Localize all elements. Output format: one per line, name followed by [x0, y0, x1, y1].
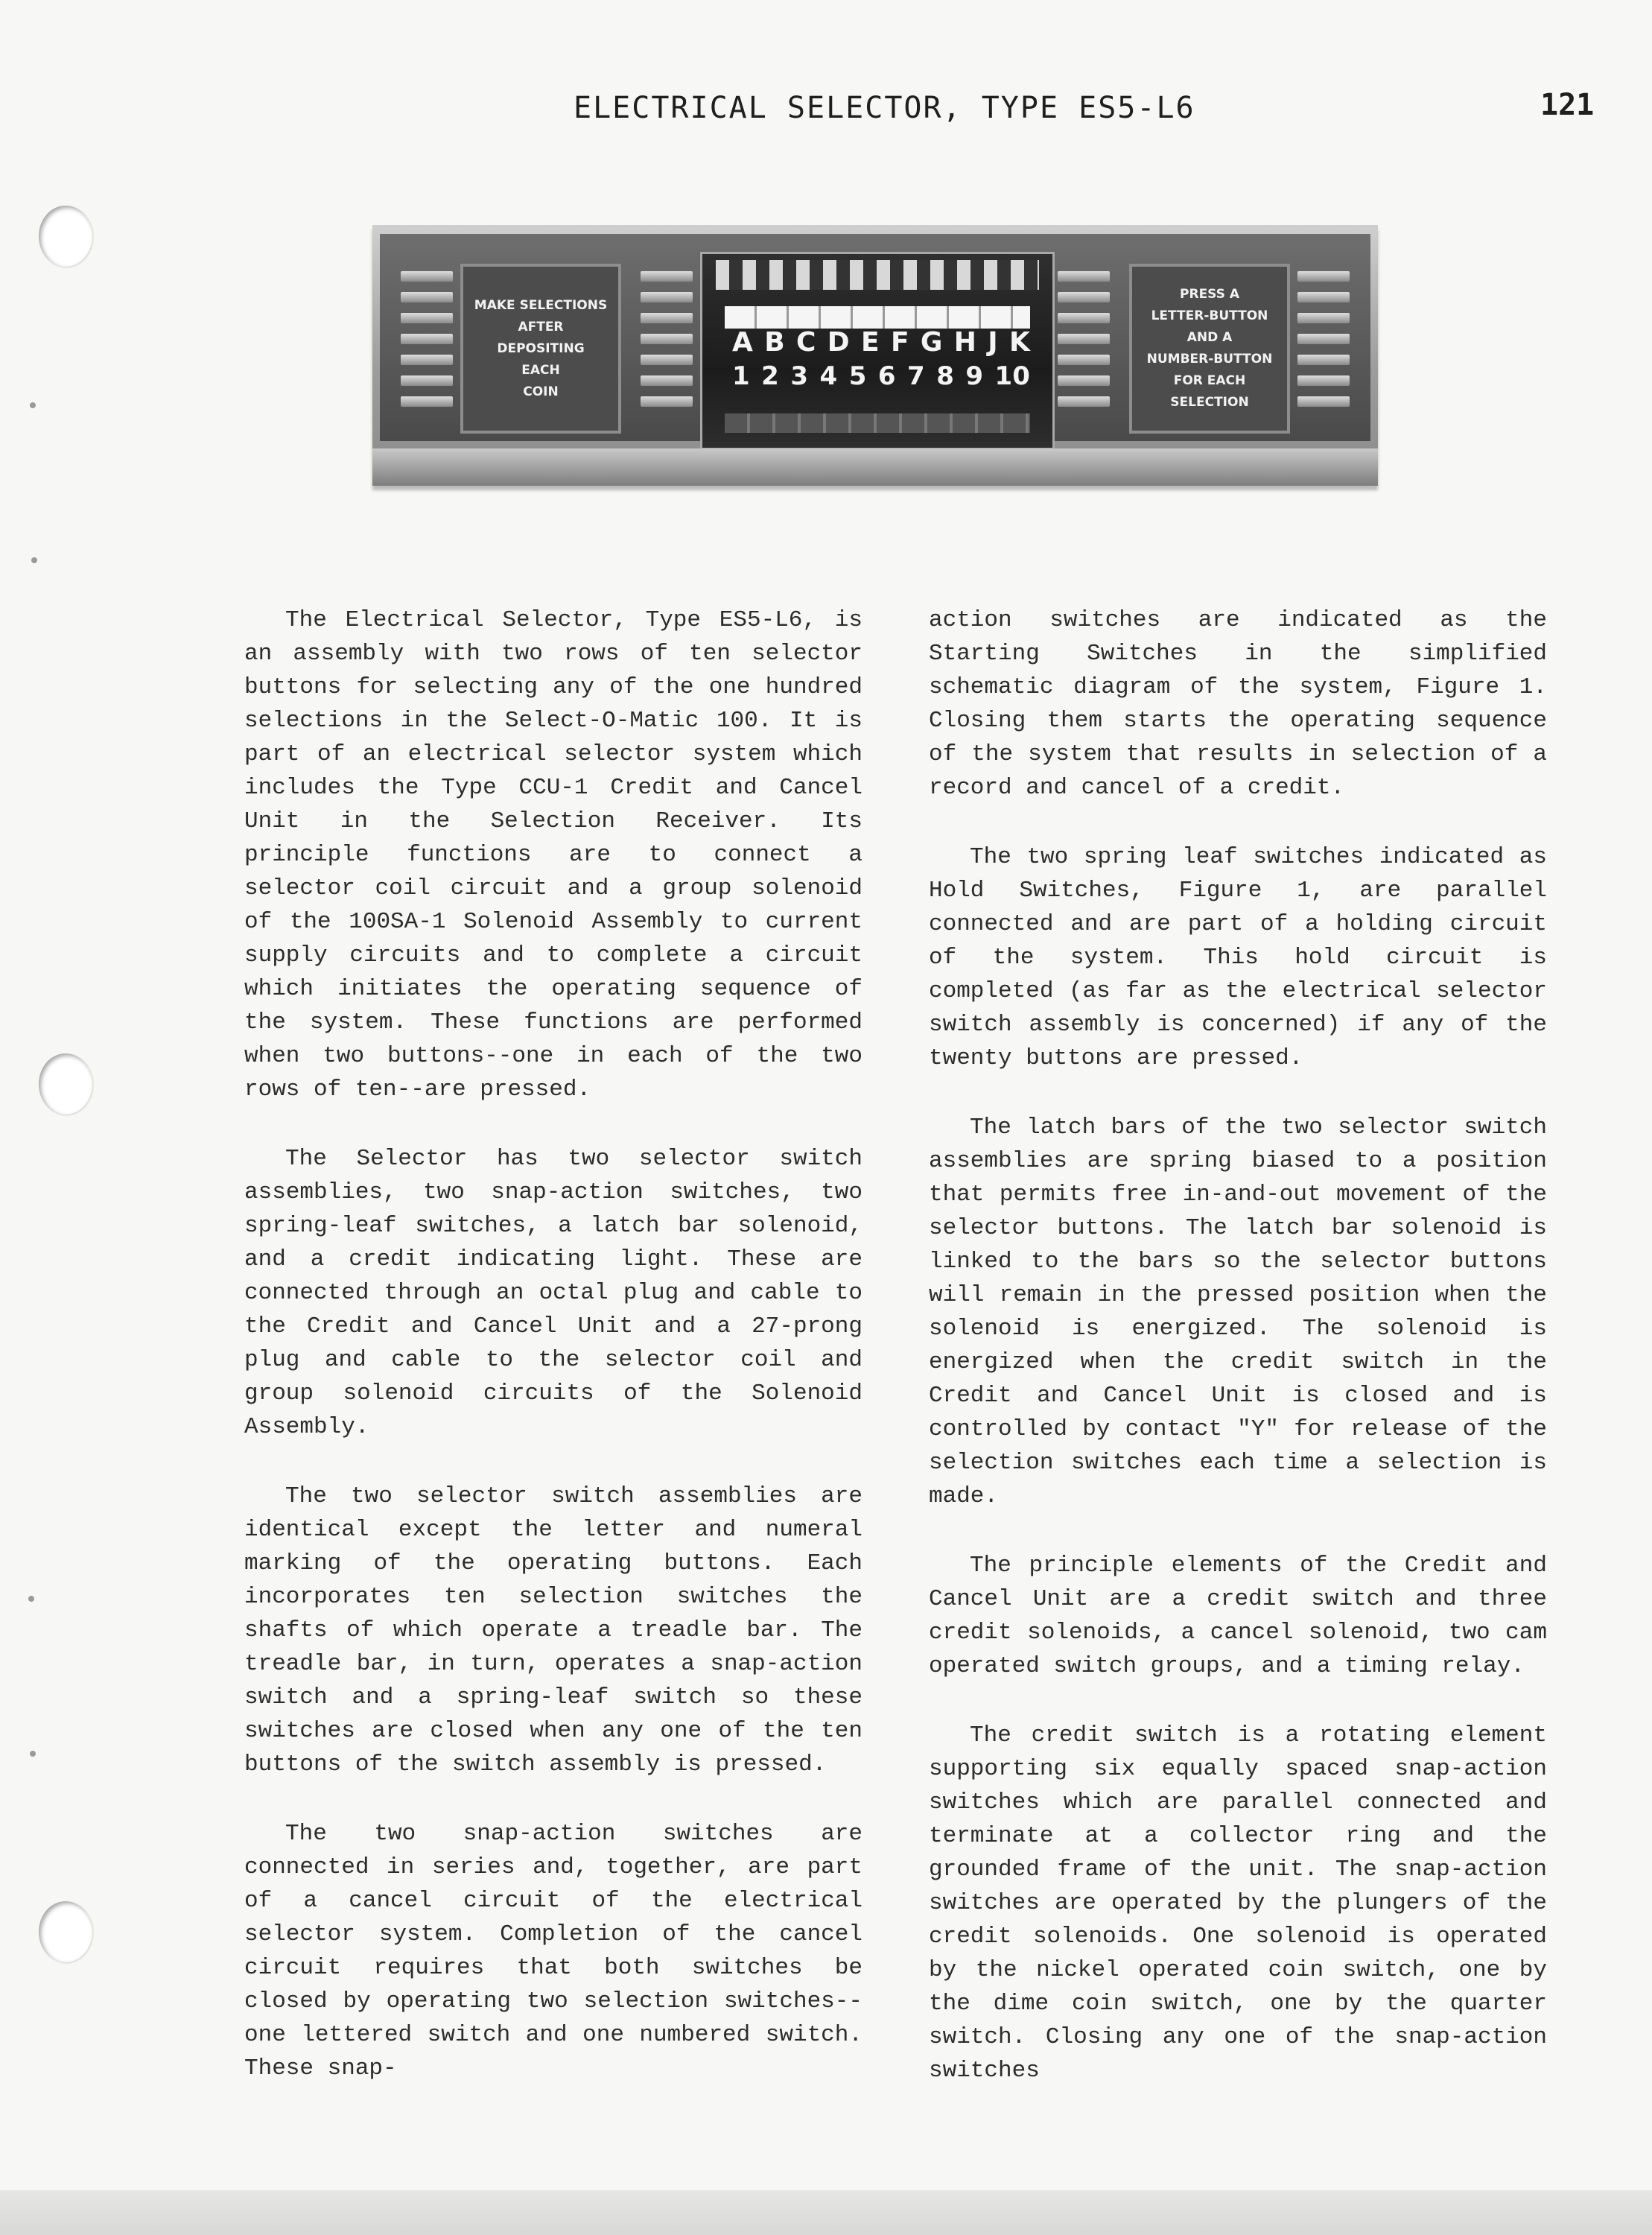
- selector-face: [380, 234, 1370, 441]
- number-label: 10: [994, 361, 1030, 391]
- letter-label: K: [1009, 327, 1030, 358]
- panel-line: LETTER-BUTTON: [1151, 308, 1268, 323]
- panel-line: FOR EACH: [1173, 373, 1246, 388]
- binder-hole-top: [39, 206, 92, 267]
- number-label: 4: [819, 361, 838, 391]
- number-row: [732, 361, 1030, 391]
- panel-line: DEPOSITING: [497, 340, 585, 356]
- number-label: 7: [907, 361, 925, 391]
- paper-speck: [30, 1751, 36, 1757]
- paper-speck: [30, 402, 36, 408]
- letter-label: F: [890, 327, 909, 358]
- paragraph: The latch bars of the two selector switch assemblies are spring biased to a position that permits free in-and-out movement of the selector buttons. The latch bar solenoid is linked to the bars so the selector buttons will remain in the pressed position when the solenoid is energized. The solenoid is energized when the credit switch in the Credit and Cancel Unit is closed and is controlled by contact "Y" for release of the selection switches each time a selection is made.: [929, 1115, 1547, 1509]
- letter-label: A: [732, 327, 753, 358]
- letter-label: B: [764, 327, 785, 358]
- page-title: ELECTRICAL SELECTOR, TYPE ES5-L6: [574, 91, 1195, 125]
- page-number: 121: [1540, 88, 1595, 122]
- number-label: 1: [732, 361, 750, 391]
- letter-label: J: [988, 327, 998, 358]
- number-label: 3: [790, 361, 809, 391]
- panel-line: PRESS A: [1180, 287, 1239, 302]
- paragraph: The two selector switch assemblies are identical except the letter and numeral marking of the operating buttons. Each incorporates ten selection switches the shafts of which operate a treadle bar. The treadle bar, in turn, operates a snap-action switch and a spring-leaf switch so these switches are closed when any one of the ten buttons of the switch assembly is pressed.: [244, 1483, 862, 1778]
- instruction-panel-left: [460, 264, 621, 434]
- letter-label: C: [796, 327, 816, 358]
- letter-label: D: [827, 327, 850, 358]
- letter-label: H: [953, 327, 976, 358]
- chrome-ribs: [401, 271, 453, 420]
- paragraph: action switches are indicated as the Starting Switches in the simplified schematic diagram of the system, Figure 1. Closing them starts the operating sequence of the system that results in selection of a record and cancel of a credit.: [929, 607, 1547, 801]
- panel-line: NUMBER-BUTTON: [1146, 352, 1273, 367]
- letter-label: G: [920, 327, 943, 358]
- selector-photograph: [372, 225, 1378, 486]
- panel-line: COIN: [523, 384, 559, 399]
- number-label: 8: [936, 361, 954, 391]
- letter-label: E: [861, 327, 880, 358]
- selector-keys: [716, 260, 1039, 290]
- number-label: 9: [965, 361, 984, 391]
- chrome-ribs: [1058, 271, 1110, 420]
- text-column-left: [244, 603, 862, 2121]
- text-column-right: [929, 603, 1547, 2123]
- chrome-ribs: [641, 271, 693, 420]
- panel-line: SELECTION: [1170, 395, 1249, 410]
- panel-line: MAKE SELECTIONS: [474, 297, 608, 313]
- selector-base: [372, 448, 1378, 486]
- paragraph: The principle elements of the Credit and Cancel Unit are a credit switch and three credit solenoids, a cancel solenoid, two cam operated switch groups, and a timing relay.: [929, 1553, 1547, 1679]
- paper-speck: [28, 1596, 34, 1602]
- binder-hole-bottom: [39, 1901, 92, 1962]
- panel-line: AFTER: [518, 319, 564, 335]
- paragraph: The Selector has two selector switch assemblies, two snap-action switches, two spring-leaf switches, a latch bar solenoid, and a credit indicating light. These are connected through an octal plug and cable to the Credit and Cancel Unit and a 27-prong plug and cable to the selector coil and group solenoid circuits of the Solenoid Assembly.: [244, 1146, 862, 1440]
- paragraph: The credit switch is a rotating element supporting six equally spaced snap-action switches which are parallel connected and terminate at a collector ring and the grounded frame of the unit. The snap-action switches are operated by the plungers of the credit solenoids. One solenoid is operated by the nickel operated coin switch, one by the dime coin switch, one by the quarter switch. Closing any one of the snap-action switches: [929, 1722, 1547, 2084]
- letter-row: [732, 327, 1030, 358]
- number-label: 6: [877, 361, 896, 391]
- paragraph: The two spring leaf switches indicated as Hold Switches, Figure 1, are parallel connected and are part of a holding circuit of the system. This hold circuit is completed (as far as the electrical selector switch assembly is concerned) if any of the twenty buttons are pressed.: [929, 844, 1547, 1071]
- panel-line: AND A: [1186, 330, 1233, 345]
- panel-line: EACH: [521, 362, 560, 378]
- paper-speck: [31, 557, 37, 563]
- selector-button-display: [700, 252, 1055, 450]
- chrome-ribs: [1297, 271, 1350, 420]
- paragraph: The two snap-action switches are connected in series and, together, are part of a cancel circuit of the electrical selector system. Completion of the cancel circuit requires that both switches be closed by operating two selection switches--one lettered switch and one numbered switch. These snap-: [244, 1821, 862, 2082]
- number-label: 2: [761, 361, 779, 391]
- binder-hole-middle: [39, 1053, 92, 1115]
- instruction-panel-right: [1129, 264, 1290, 434]
- number-label: 5: [848, 361, 867, 391]
- display-bottom-strip: [725, 413, 1030, 433]
- paragraph: The Electrical Selector, Type ES5-L6, is an assembly with two rows of ten selector buttons for selecting any of the one hundred selections in the Select-O-Matic 100. It is part of an electrical selector system which includes the Type CCU-1 Credit and Cancel Unit in the Selection Receiver. Its principle functions are to connect a selector coil circuit and a group solenoid of the 100SA-1 Solenoid Assembly to current supply circuits and to complete a circuit which initiates the operating sequence of the system. These functions are performed when two buttons--one in each of the two rows of ten--are pressed.: [244, 607, 862, 1103]
- page-edge-shadow: [0, 2190, 1652, 2235]
- selection-band: [725, 306, 1030, 329]
